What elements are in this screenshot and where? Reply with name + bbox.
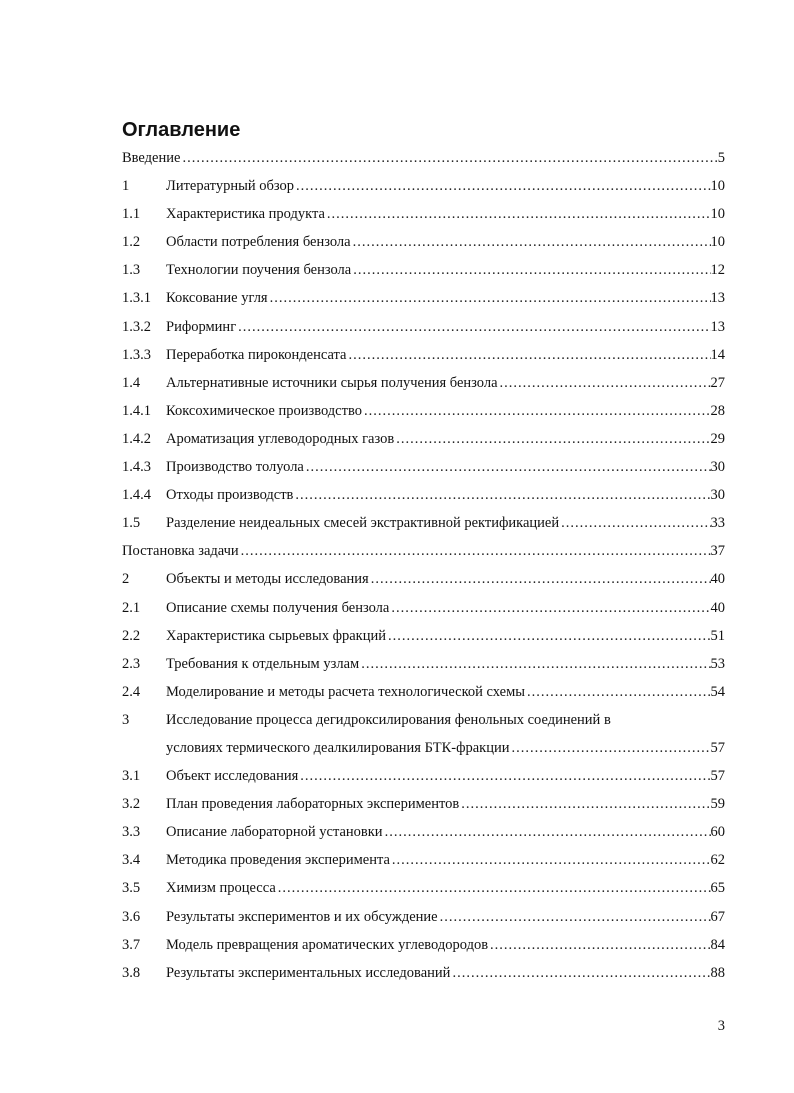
toc-entry[interactable] <box>122 537 725 565</box>
toc-entry-title: Моделирование и методы расчета технологической схемы <box>166 683 525 700</box>
toc-entry-number: 1.3.1 <box>122 290 151 307</box>
toc-dot-leader <box>362 397 711 425</box>
toc-entry-page: 40 <box>710 571 725 588</box>
toc-dot-leader <box>325 200 711 228</box>
toc-entry-page: 30 <box>710 487 725 504</box>
toc-dot-leader <box>239 537 711 565</box>
toc-dot-leader <box>268 284 711 312</box>
toc-entry-title: Описание схемы получения бензола <box>166 599 390 616</box>
toc-dot-leader <box>369 565 711 593</box>
toc-entry-number: 1.4 <box>122 374 141 391</box>
toc-entry[interactable] <box>122 397 725 425</box>
toc-entry-title: Результаты экспериментов и их обсуждение <box>166 908 438 925</box>
toc-entry[interactable] <box>122 369 725 397</box>
toc-entry-number: 1.4.3 <box>122 459 151 476</box>
toc-dot-leader <box>394 425 710 453</box>
toc-entry-number: 3.5 <box>122 880 141 897</box>
toc-entry[interactable] <box>122 425 725 453</box>
toc-entry-title: Риформинг <box>166 318 237 335</box>
toc-entry-page: 30 <box>710 459 725 476</box>
toc-entry-number: 3.2 <box>122 796 141 813</box>
toc-dot-leader <box>359 650 710 678</box>
toc-entry-title: План проведения лабораторных экспериментов <box>166 796 460 813</box>
toc-entry-number: 3.4 <box>122 852 141 869</box>
toc-entry-page: 60 <box>710 824 725 841</box>
toc-entry[interactable] <box>122 256 725 284</box>
toc-entry-title: Отходы производств <box>166 487 294 504</box>
toc-entry-page: 29 <box>710 430 725 447</box>
toc-entry-page: 65 <box>710 880 725 897</box>
toc-entry-page: 14 <box>710 346 725 363</box>
toc-dot-leader <box>450 959 710 987</box>
toc-dot-leader <box>510 734 711 762</box>
toc-dot-leader <box>386 622 711 650</box>
toc-entry-page: 10 <box>710 206 725 223</box>
toc-entry-title-line: Исследование процесса дегидроксилирования фенольных соединений в <box>166 711 611 728</box>
toc-entry[interactable] <box>122 874 725 902</box>
toc-entry-title: Переработка пироконденсата <box>166 346 347 363</box>
toc-entry-title: Модель превращения ароматических углеводородов <box>166 936 489 953</box>
toc-entry-title: Характеристика продукта <box>166 206 325 223</box>
toc-entry-title: Описание лабораторной установки <box>166 824 383 841</box>
toc-entry-number: 1.1 <box>122 206 141 223</box>
toc-entry[interactable] <box>122 650 725 678</box>
toc-entry-page: 10 <box>710 234 725 251</box>
toc-entry-page: 33 <box>710 515 725 532</box>
toc-dot-leader <box>304 453 711 481</box>
toc-entry[interactable] <box>122 284 725 312</box>
toc-entry-title: Объект исследования <box>166 768 299 785</box>
toc-entry-title: Результаты экспериментальных исследований <box>166 964 451 981</box>
toc-entry[interactable] <box>122 144 725 172</box>
toc-entry-number: 1.3 <box>122 262 141 279</box>
toc-entry-number: 2.4 <box>122 683 141 700</box>
toc-entry[interactable] <box>122 565 725 593</box>
toc-entry[interactable] <box>122 228 725 256</box>
toc-entry-number: 2.3 <box>122 655 141 672</box>
page-number: 3 <box>717 1018 725 1034</box>
toc-dot-leader <box>383 818 711 846</box>
toc-dot-leader <box>180 144 717 172</box>
toc-entry-page: 53 <box>710 655 725 672</box>
toc-entry[interactable] <box>122 622 725 650</box>
toc-dot-leader <box>351 256 710 284</box>
toc-entry-number: 2.2 <box>122 627 141 644</box>
toc-entry-number: 3.1 <box>122 768 141 785</box>
toc-entry-number: 1.3.3 <box>122 346 151 363</box>
toc-dot-leader <box>525 678 711 706</box>
toc-entry-number: 3.6 <box>122 908 141 925</box>
toc-entry-page: 37 <box>710 543 725 560</box>
toc-entry-title: Постановка задачи <box>122 543 239 560</box>
toc-heading: Оглавление <box>122 119 241 141</box>
toc-entry[interactable] <box>122 481 725 509</box>
toc-entry-title: Альтернативные источники сырья получения бензола <box>166 374 498 391</box>
toc-dot-leader <box>390 846 711 874</box>
toc-entry[interactable] <box>122 172 725 200</box>
toc-entry-number: 2 <box>122 571 130 588</box>
toc-entry-number: 1 <box>122 178 130 195</box>
toc-entry-title: Коксование угля <box>166 290 268 307</box>
toc-dot-leader <box>236 313 710 341</box>
toc-entry-number: 2.1 <box>122 599 141 616</box>
toc-entry-title: Технологии поучения бензола <box>166 262 352 279</box>
toc-entry[interactable] <box>122 453 725 481</box>
toc-dot-leader <box>294 172 711 200</box>
toc-dot-leader <box>346 341 710 369</box>
toc-entry-page: 57 <box>710 768 725 785</box>
toc-entry[interactable] <box>122 509 725 537</box>
toc-entry[interactable] <box>122 903 725 931</box>
toc-dot-leader <box>498 369 711 397</box>
toc-entry[interactable] <box>122 706 725 762</box>
toc-dot-leader <box>298 762 710 790</box>
toc-entry-page: 51 <box>710 627 725 644</box>
toc-entry-page: 27 <box>710 374 725 391</box>
toc-entry-page: 40 <box>710 599 725 616</box>
toc-entry[interactable] <box>122 818 725 846</box>
toc-dot-leader <box>488 931 710 959</box>
toc-entry-page: 84 <box>710 936 725 953</box>
toc-entry[interactable] <box>122 200 725 228</box>
toc-entry-title: Объекты и методы исследования <box>166 571 369 588</box>
toc-entry-title: условиях термического деалкилирования БТК-фракции <box>166 739 510 756</box>
toc-entry-title: Введение <box>122 150 181 166</box>
toc-entry-page: 5 <box>717 150 725 166</box>
toc-entry-title: Требования к отдельным узлам <box>166 655 360 672</box>
toc-entry-number: 1.4.4 <box>122 487 151 504</box>
toc-entry-number: 1.4.1 <box>122 402 151 419</box>
toc-dot-leader <box>293 481 710 509</box>
toc-entry-title: Методика проведения эксперимента <box>166 852 390 869</box>
toc-entry-title: Области потребления бензола <box>166 234 351 251</box>
table-of-contents <box>122 144 725 987</box>
toc-entry[interactable] <box>122 959 725 987</box>
toc-entry-number: 1.4.2 <box>122 430 151 447</box>
toc-entry-page: 10 <box>710 178 725 195</box>
toc-entry-page: 62 <box>710 852 725 869</box>
toc-entry-title: Химизм процесса <box>166 880 276 897</box>
toc-entry-page: 57 <box>710 739 725 756</box>
toc-dot-leader <box>351 228 711 256</box>
toc-entry-number: 1.2 <box>122 234 141 251</box>
toc-entry-page: 88 <box>710 964 725 981</box>
toc-entry-page: 59 <box>710 796 725 813</box>
toc-entry[interactable] <box>122 594 725 622</box>
toc-entry-title: Коксохимическое производство <box>166 402 362 419</box>
toc-entry-title: Характеристика сырьевых фракций <box>166 627 386 644</box>
toc-dot-leader <box>276 874 711 902</box>
toc-dot-leader <box>459 790 710 818</box>
toc-entry-page: 12 <box>710 262 725 279</box>
toc-entry-page: 28 <box>710 402 725 419</box>
toc-dot-leader <box>559 509 710 537</box>
toc-dot-leader <box>438 903 711 931</box>
toc-entry-title: Производство толуола <box>166 459 304 476</box>
toc-dot-leader <box>389 594 710 622</box>
toc-entry-title: Разделение неидеальных смесей экстрактивной ректификацией <box>166 515 560 532</box>
toc-entry[interactable] <box>122 790 725 818</box>
toc-entry-number: 3.8 <box>122 964 141 981</box>
toc-entry-number: 1.3.2 <box>122 318 151 335</box>
toc-entry-title: Литературный обзор <box>166 178 294 195</box>
toc-entry[interactable] <box>122 313 725 341</box>
toc-entry[interactable] <box>122 846 725 874</box>
toc-entry-page: 67 <box>710 908 725 925</box>
toc-entry[interactable] <box>122 341 725 369</box>
toc-entry-number: 3 <box>122 711 130 728</box>
toc-entry-page: 54 <box>710 683 725 700</box>
toc-entry-number: 1.5 <box>122 515 141 532</box>
toc-entry-number: 3.7 <box>122 936 141 953</box>
toc-entry[interactable] <box>122 931 725 959</box>
toc-entry[interactable] <box>122 762 725 790</box>
toc-entry[interactable] <box>122 678 725 706</box>
toc-entry-page: 13 <box>710 290 725 307</box>
toc-entry-number: 3.3 <box>122 824 141 841</box>
toc-entry-page: 13 <box>710 318 725 335</box>
toc-entry-title: Ароматизация углеводородных газов <box>166 430 395 447</box>
